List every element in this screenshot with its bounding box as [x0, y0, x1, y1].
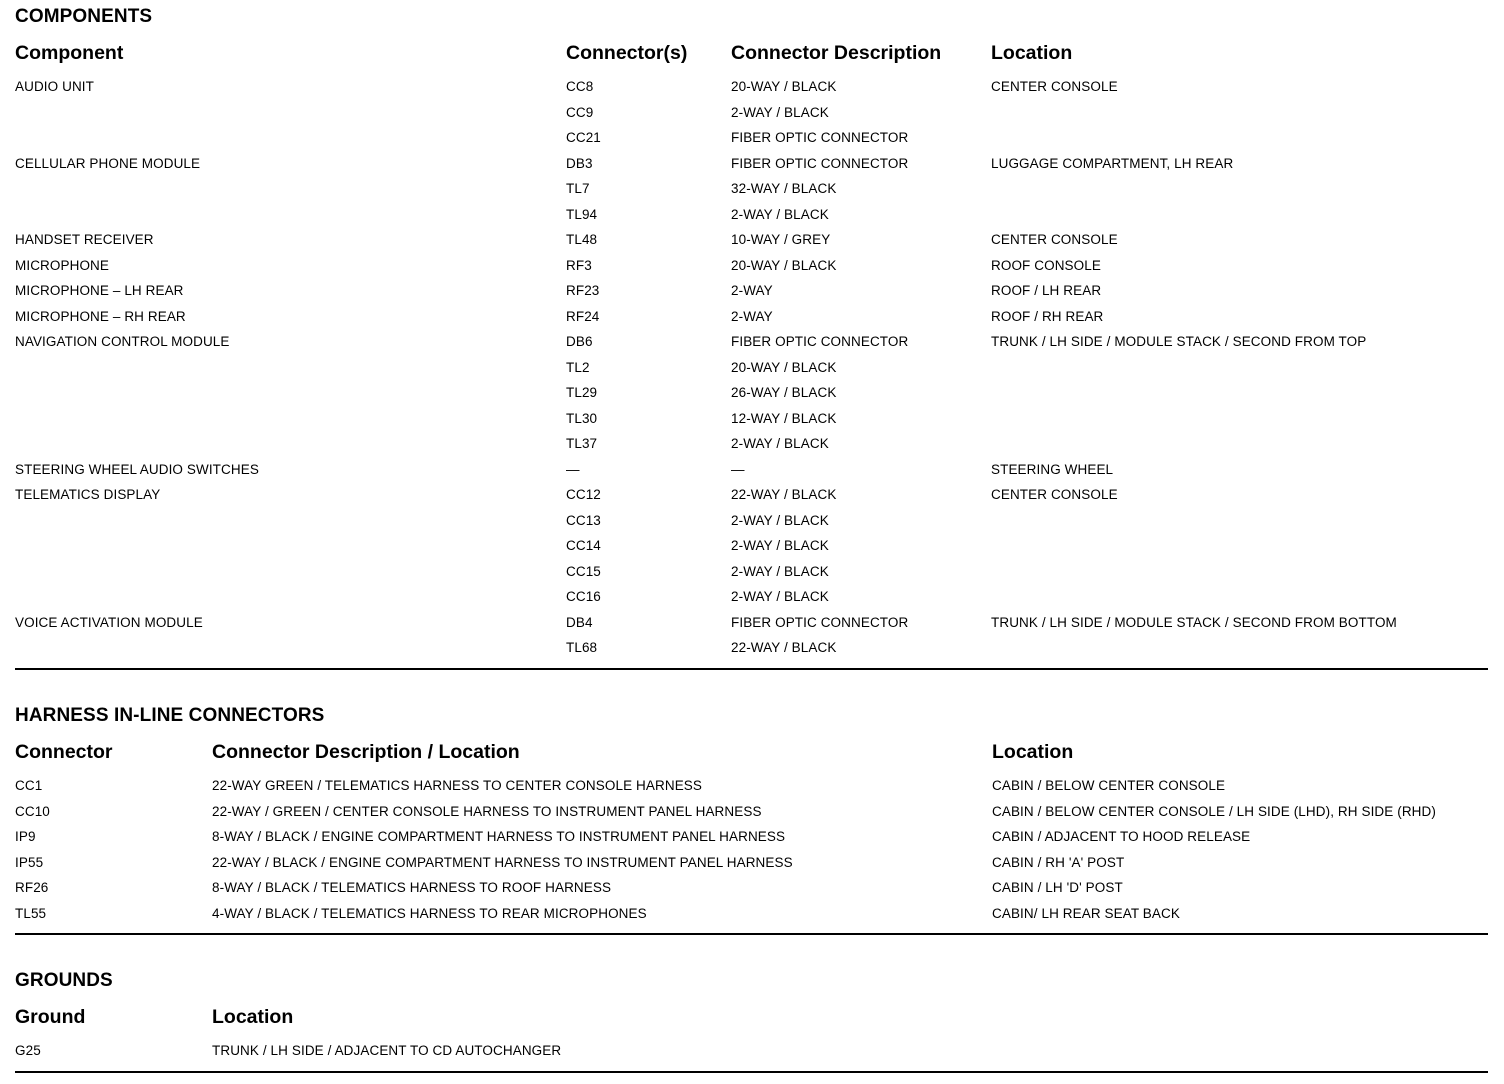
grounds-header-ground: Ground — [15, 1006, 86, 1028]
harness-cell-connector: IP55 — [15, 854, 44, 870]
components-cell-component: NAVIGATION CONTROL MODULE — [15, 334, 230, 349]
components-cell-component: MICROPHONE – LH REAR — [15, 283, 184, 298]
components-cell-connector: RF3 — [566, 257, 592, 273]
components-cell-description: FIBER OPTIC CONNECTOR — [731, 155, 909, 171]
harness-cell-connector: IP9 — [15, 829, 36, 844]
components-cell-description: 10-WAY / GREY — [731, 232, 831, 247]
section-divider — [15, 668, 1488, 670]
components-cell-location: TRUNK / LH SIDE / MODULE STACK / SECOND FROM TOP — [991, 334, 1367, 349]
components-cell-description: FIBER OPTIC CONNECTOR — [731, 334, 909, 349]
components-cell-description: 26-WAY / BLACK — [731, 385, 837, 400]
components-cell-description: 20-WAY / BLACK — [731, 257, 837, 273]
components-header-component: Component — [15, 42, 124, 64]
components-cell-connector: CC14 — [566, 538, 601, 553]
components-header-location: Location — [991, 42, 1073, 64]
components-cell-connector: DB4 — [566, 614, 593, 630]
components-cell-connector: TL94 — [566, 206, 598, 222]
components-cell-component: CELLULAR PHONE MODULE — [15, 155, 201, 171]
components-cell-description: 2-WAY / BLACK — [731, 512, 829, 528]
components-cell-description: 12-WAY / BLACK — [731, 410, 837, 426]
grounds-section-title: GROUNDS — [15, 970, 113, 991]
components-cell-description: 32-WAY / BLACK — [731, 181, 837, 196]
harness-cell-connector: TL55 — [15, 905, 47, 921]
harness-cell-location: CABIN / ADJACENT TO HOOD RELEASE — [992, 829, 1251, 844]
components-cell-connector: DB3 — [566, 155, 593, 171]
components-cell-connector: TL68 — [566, 640, 598, 655]
harness-cell-location: CABIN / RH 'A' POST — [992, 854, 1125, 870]
harness-cell-description: 4-WAY / BLACK / TELEMATICS HARNESS TO REAR MICROPHONES — [212, 905, 647, 921]
components-cell-description: 2-WAY / BLACK — [731, 436, 829, 451]
components-cell-connector: TL48 — [566, 232, 598, 247]
components-cell-connector: RF23 — [566, 283, 600, 298]
components-cell-location: ROOF / RH REAR — [991, 308, 1104, 324]
components-cell-connector: TL2 — [566, 359, 590, 375]
components-cell-component: VOICE ACTIVATION MODULE — [15, 614, 203, 630]
components-cell-component: AUDIO UNIT — [15, 79, 95, 94]
components-cell-connector: TL30 — [566, 410, 598, 426]
harness-cell-description: 8-WAY / BLACK / ENGINE COMPARTMENT HARNESS TO INSTRUMENT PANEL HARNESS — [212, 829, 786, 844]
harness-cell-location: CABIN / BELOW CENTER CONSOLE — [992, 778, 1226, 793]
components-cell-description: 2-WAY / BLACK — [731, 563, 829, 579]
components-cell-location: CENTER CONSOLE — [991, 487, 1118, 502]
components-cell-description: 20-WAY / BLACK — [731, 79, 837, 94]
components-cell-connector: TL29 — [566, 385, 598, 400]
components-cell-location: TRUNK / LH SIDE / MODULE STACK / SECOND FROM BOTTOM — [991, 614, 1397, 630]
components-header-description: Connector Description — [731, 42, 942, 64]
components-cell-description: 2-WAY — [731, 308, 773, 324]
section-divider — [15, 933, 1488, 935]
components-cell-description: 2-WAY / BLACK — [731, 104, 829, 120]
harness-header-description: Connector Description / Location — [212, 741, 520, 763]
grounds-header-location: Location — [212, 1006, 294, 1028]
components-cell-location: LUGGAGE COMPARTMENT, LH REAR — [991, 155, 1234, 171]
harness-cell-location: CABIN / BELOW CENTER CONSOLE / LH SIDE (LHD), RH SIDE (RHD) — [992, 803, 1436, 819]
harness-cell-connector: RF26 — [15, 880, 49, 895]
components-cell-connector: CC15 — [566, 563, 601, 579]
components-cell-component: MICROPHONE — [15, 257, 110, 273]
harness-section-title: HARNESS IN-LINE CONNECTORS — [15, 705, 325, 726]
components-cell-component: MICROPHONE – RH REAR — [15, 308, 186, 324]
components-cell-connector: — — [566, 461, 580, 477]
components-cell-connector: TL37 — [566, 436, 598, 451]
components-cell-location: ROOF CONSOLE — [991, 257, 1101, 273]
components-cell-description: — — [731, 461, 745, 477]
section-divider — [15, 1071, 1488, 1073]
harness-cell-description: 8-WAY / BLACK / TELEMATICS HARNESS TO ROOF HARNESS — [212, 880, 612, 895]
components-cell-location: CENTER CONSOLE — [991, 79, 1118, 94]
harness-header-connector: Connector — [15, 741, 113, 763]
components-cell-connector: CC12 — [566, 487, 601, 502]
components-cell-description: 2-WAY / BLACK — [731, 589, 829, 604]
components-cell-connector: CC13 — [566, 512, 601, 528]
grounds-cell-location: TRUNK / LH SIDE / ADJACENT TO CD AUTOCHANGER — [212, 1043, 562, 1058]
harness-cell-description: 22-WAY / GREEN / CENTER CONSOLE HARNESS TO INSTRUMENT PANEL HARNESS — [212, 803, 762, 819]
harness-cell-connector: CC10 — [15, 803, 50, 819]
harness-cell-description: 22-WAY GREEN / TELEMATICS HARNESS TO CENTER CONSOLE HARNESS — [212, 778, 703, 793]
components-cell-component: HANDSET RECEIVER — [15, 232, 154, 247]
components-cell-connector: DB6 — [566, 334, 593, 349]
components-cell-connector: CC8 — [566, 79, 594, 94]
components-cell-description: FIBER OPTIC CONNECTOR — [731, 614, 909, 630]
harness-cell-location: CABIN / LH 'D' POST — [992, 880, 1123, 895]
harness-cell-description: 22-WAY / BLACK / ENGINE COMPARTMENT HARNESS TO INSTRUMENT PANEL HARNESS — [212, 854, 793, 870]
components-cell-description: 2-WAY / BLACK — [731, 538, 829, 553]
components-cell-connector: CC21 — [566, 130, 601, 145]
components-cell-location: CENTER CONSOLE — [991, 232, 1118, 247]
harness-cell-location: CABIN/ LH REAR SEAT BACK — [992, 905, 1180, 921]
harness-header-location: Location — [992, 741, 1074, 763]
grounds-cell-ground: G25 — [15, 1043, 41, 1058]
components-cell-connector: RF24 — [566, 308, 600, 324]
components-cell-connector: CC16 — [566, 589, 601, 604]
components-cell-location: ROOF / LH REAR — [991, 283, 1102, 298]
components-cell-description: 20-WAY / BLACK — [731, 359, 837, 375]
components-cell-location: STEERING WHEEL — [991, 461, 1114, 477]
components-cell-connector: CC9 — [566, 104, 594, 120]
components-cell-component: TELEMATICS DISPLAY — [15, 487, 161, 502]
components-cell-description: 22-WAY / BLACK — [731, 640, 837, 655]
components-section-title: COMPONENTS — [15, 6, 153, 27]
harness-cell-connector: CC1 — [15, 778, 43, 793]
components-cell-component: STEERING WHEEL AUDIO SWITCHES — [15, 461, 259, 477]
components-cell-description: FIBER OPTIC CONNECTOR — [731, 130, 909, 145]
components-cell-description: 2-WAY / BLACK — [731, 206, 829, 222]
components-cell-description: 22-WAY / BLACK — [731, 487, 837, 502]
components-cell-description: 2-WAY — [731, 283, 773, 298]
components-header-connector: Connector(s) — [566, 42, 688, 64]
components-cell-connector: TL7 — [566, 181, 590, 196]
